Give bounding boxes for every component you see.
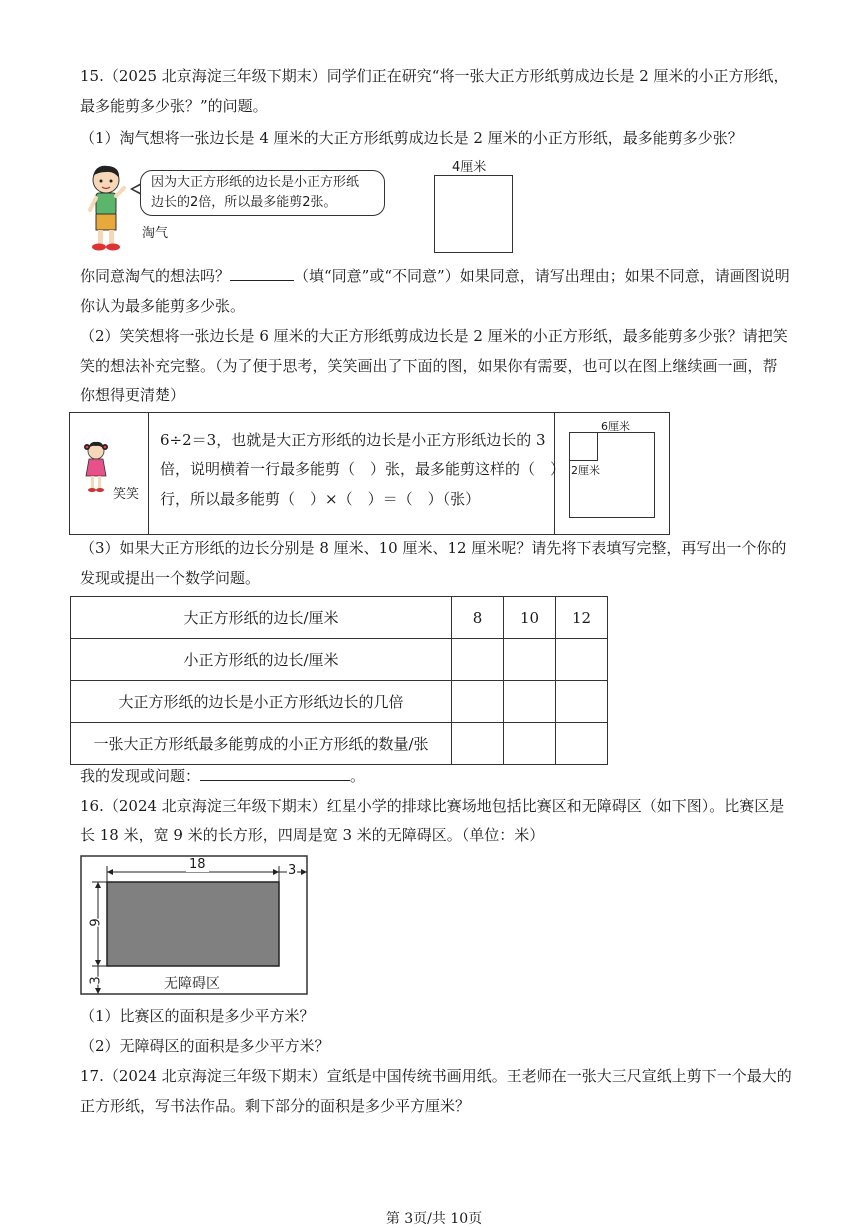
answer-cell[interactable] xyxy=(452,681,504,723)
answer-cell[interactable] xyxy=(452,723,504,765)
volleyball-court-diagram xyxy=(80,855,308,995)
table-row xyxy=(71,723,608,765)
answer-cell[interactable] xyxy=(452,639,504,681)
q17-line2: 正方形纸，写书法作品。剩下部分的面积是多少平方厘米？ xyxy=(80,1097,471,1115)
barrier-free-zone-label: 无障碍区 xyxy=(164,976,220,992)
q15-agree-line: 你同意淘气的想法吗？ （填“同意”或“不同意”）如果同意，请写出理由；如果不同意，请画图说明 xyxy=(80,267,790,285)
q17-line1: 17.（2024 北京海淀三年级下期末）宣纸是中国传统书画用纸。王老师在一张大三尺宣纸上剪下一个最大的 xyxy=(80,1067,792,1085)
dimension-length-label: 18 xyxy=(186,857,209,872)
xiaoxiao-statement-line3: 行，所以最多能剪（ ）×（ ）＝（ ）（张） xyxy=(160,490,481,508)
row-label: 一张大正方形纸最多能剪成的小正方形纸的数量/张 xyxy=(71,723,452,765)
finding-line: 我的发现或问题： 。 xyxy=(80,767,366,785)
big-square-label-6cm: 6厘米 xyxy=(601,420,630,433)
xiaoxiao-character-illustration xyxy=(80,440,112,496)
dimension-margin-bottom-label: 3 xyxy=(88,976,104,985)
answer-cell[interactable] xyxy=(504,723,556,765)
q15-part1-question: （1）淘气想将一张边长是 4 厘米的大正方形纸剪成边长是 2 厘米的小正方形纸，最多能剪多少张？ xyxy=(80,129,743,147)
table-cell: 12 xyxy=(556,597,608,639)
table-row xyxy=(71,597,608,639)
q15-agree-line2: 你认为最多能剪多少张。 xyxy=(80,297,246,315)
dimension-width-label: 9 xyxy=(88,918,104,927)
speech-line2: 边长的2倍，所以最多能剪2张。 xyxy=(151,195,337,210)
big-square-4cm xyxy=(434,175,513,253)
page-number-footer: 第 3页/共 10页 xyxy=(385,1211,483,1227)
table-cell: 8 xyxy=(452,597,504,639)
taoqi-name: 淘气 xyxy=(142,226,169,241)
q15-header-line2: 最多能剪多少张？”的问题。 xyxy=(80,97,268,115)
row-label: 大正方形纸的边长是小正方形纸边长的几倍 xyxy=(71,681,452,723)
play-area xyxy=(107,882,279,966)
square-data-table xyxy=(70,596,608,765)
row-label: 小正方形纸的边长/厘米 xyxy=(71,639,452,681)
taoqi-speech-bubble xyxy=(140,170,385,216)
xiaoxiao-statement-line1: 6÷2＝3，也就是大正方形纸的边长是小正方形纸边长的 3 xyxy=(160,431,546,449)
xiaoxiao-name: 笑笑 xyxy=(113,487,140,502)
xiaoxiao-statement-line2: 倍，说明横着一行最多能剪（ ）张，最多能剪这样的（ ） xyxy=(160,460,566,478)
q16-sub1: （1）比赛区的面积是多少平方米？ xyxy=(80,1007,315,1025)
table-cell: 10 xyxy=(504,597,556,639)
big-square-label-4cm: 4厘米 xyxy=(452,160,487,175)
answer-cell[interactable] xyxy=(556,681,608,723)
small-square-label-2cm: 2厘米 xyxy=(571,464,600,477)
taoqi-character-illustration xyxy=(82,162,130,254)
q15-part3-line1: （3）如果大正方形纸的边长分别是 8 厘米、10 厘米、12 厘米呢？请先将下表填写完整，再写出一个你的 xyxy=(80,539,787,557)
q16-line2: 长 18 米，宽 9 米的长方形，四周是宽 3 米的无障碍区。（单位：米） xyxy=(80,826,545,844)
answer-cell[interactable] xyxy=(504,639,556,681)
q15-header-line1: 15.（2025 北京海淀三年级下期末）同学们正在研究“将一张大正方形纸剪成边长是 2 厘米的小正方形纸， xyxy=(80,67,789,85)
q15-part3-line2: 发现或提出一个数学问题。 xyxy=(80,569,261,587)
speech-line1: 因为大正方形纸的边长是小正方形纸 xyxy=(151,175,360,190)
answer-cell[interactable] xyxy=(504,681,556,723)
q15-part2-line1: （2）笑笑想将一张边长是 6 厘米的大正方形纸剪成边长是 2 厘米的小正方形纸，最多能剪多少张？请把笑 xyxy=(80,327,788,345)
dimension-margin-right-label: 3 xyxy=(288,863,297,878)
small-square-2cm xyxy=(569,432,598,461)
row-label: 大正方形纸的边长/厘米 xyxy=(71,597,452,639)
q15-part2-line2: 笑的想法补充完整。（为了便于思考，笑笑画出了下面的图，如果你有需要，也可以在图上继续画一画，帮 xyxy=(80,357,778,375)
agree-answer-blank[interactable] xyxy=(230,266,294,281)
finding-answer-blank[interactable] xyxy=(200,766,350,781)
answer-cell[interactable] xyxy=(556,723,608,765)
q15-part2-line3: 你想得更清楚） xyxy=(80,386,186,404)
answer-cell[interactable] xyxy=(556,639,608,681)
table-row xyxy=(71,681,608,723)
table-row xyxy=(71,639,608,681)
q16-line1: 16.（2024 北京海淀三年级下期末）红星小学的排球比赛场地包括比赛区和无障碍区（如下图）。比赛区是 xyxy=(80,797,785,815)
q16-sub2: （2）无障碍区的面积是多少平方米？ xyxy=(80,1037,330,1055)
